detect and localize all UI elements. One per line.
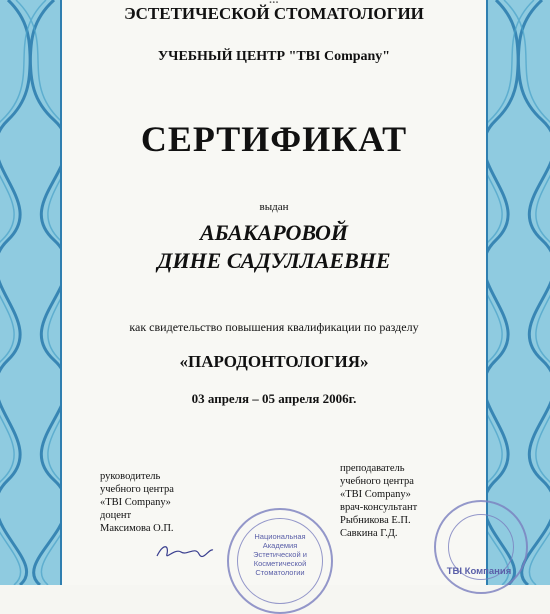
braid-pattern-right	[486, 0, 550, 585]
issued-label: выдан	[259, 201, 289, 213]
certificate-title: СЕРТИФИКАТ	[140, 119, 408, 159]
signature-name: Савкина Г.Д.	[340, 528, 398, 539]
organization-name: ЭСТЕТИЧЕСКОЙ СТОМАТОЛОГИИ	[124, 4, 424, 23]
signature-line: «TBI Company»	[340, 489, 411, 500]
company-stamp	[434, 500, 528, 594]
organization-top-line: ...	[269, 0, 279, 6]
signature-line: преподаватель	[340, 463, 405, 474]
certificate-page	[62, 0, 512, 585]
signature-name: Рыбникова Е.П.	[340, 515, 411, 526]
signature-name: Максимова О.П.	[100, 523, 174, 534]
academy-stamp-text: Национальная Академия Эстетической и Косметической Стоматологии	[253, 532, 307, 577]
signature-block-left	[100, 470, 250, 535]
braid-pattern-left	[0, 0, 62, 585]
company-stamp-text: TBI Компания	[446, 566, 512, 577]
course-dates: 03 апреля – 05 апреля 2006г.	[191, 391, 357, 406]
signature-line: «TBI Company»	[100, 497, 171, 508]
handwritten-signature	[155, 542, 215, 562]
decorative-border-left	[0, 0, 62, 585]
signature-line: врач-консультант	[340, 502, 418, 513]
signature-line: руководитель	[100, 471, 161, 482]
recipient-surname: АБАКАРОВОЙ	[199, 220, 348, 245]
training-center-name: УЧЕБНЫЙ ЦЕНТР "TBI Company"	[157, 49, 391, 64]
decorative-border-right	[486, 0, 550, 585]
qualification-statement: как свидетельство повышения квалификации по разделу	[129, 320, 419, 334]
recipient-given-names: ДИНЕ САДУЛЛАЕВНЕ	[157, 248, 391, 273]
signature-line: учебного центра	[340, 476, 414, 487]
signature-line: учебного центра	[100, 484, 174, 495]
course-section: «ПАРОДОНТОЛОГИЯ»	[179, 352, 369, 371]
signature-line: доцент	[100, 510, 132, 521]
